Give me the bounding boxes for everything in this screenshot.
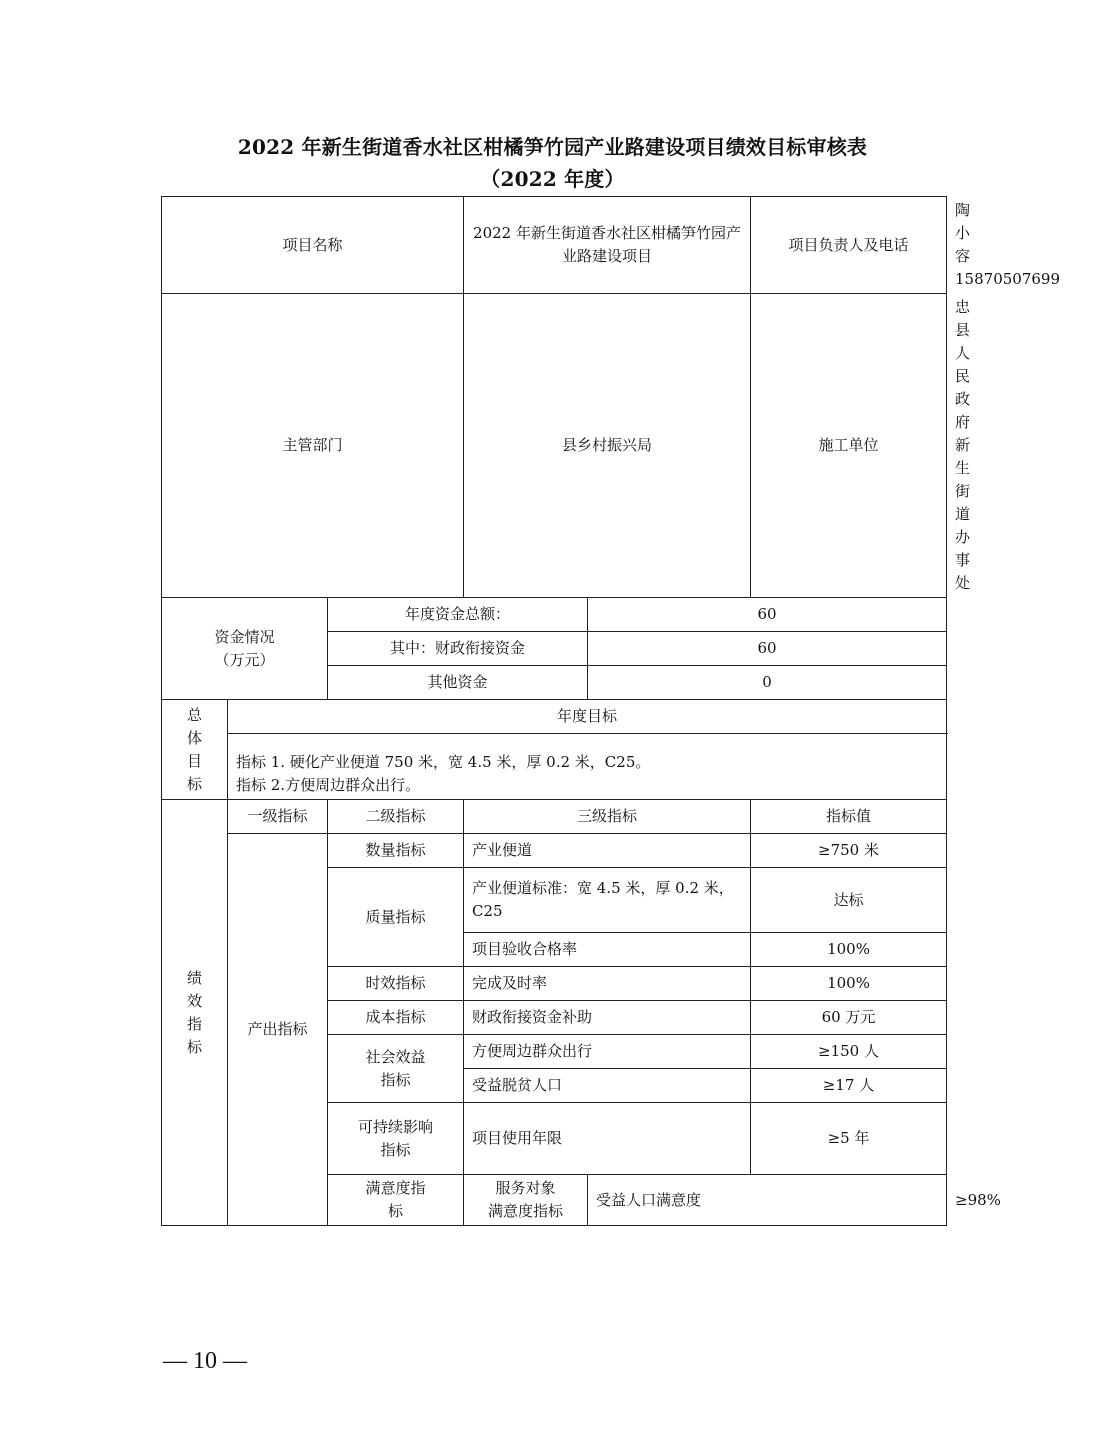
annual-goal-header: 年度目标: [228, 700, 947, 734]
social-value-2: ≥17 人: [751, 1069, 947, 1103]
social-item-1: 方便周边群众出行: [464, 1035, 751, 1069]
construction-unit-label: 施工单位: [751, 294, 947, 598]
performance-target-table: [161, 196, 1060, 1226]
project-name-row: 项目名称 2022 年新生街道香水社区柑橘笋竹园产业路建设项目 项目负责人及电话 陶小容 15870507699: [162, 197, 947, 294]
document-subtitle: （2022 年度）: [480, 167, 625, 191]
sustain-label-line1: 可持续影响: [357, 1117, 433, 1136]
annual-goal-text: [228, 734, 947, 800]
header-level3: 三级指标: [464, 800, 751, 834]
goal-line-2: 指标 2.方便周边群众出行。: [236, 775, 421, 794]
page-number: — 10 —: [163, 1348, 247, 1374]
timeliness-item: 完成及时率: [464, 967, 751, 1001]
quality-value-1: 达标: [751, 868, 947, 933]
overall-goal-label: [162, 700, 228, 800]
indicator-row: 满意度指 标 服务对象 满意度指标 受益人口满意度 ≥98%: [162, 1175, 947, 1226]
project-name-label: 项目名称: [162, 197, 464, 294]
goal-line-1: 指标 1. 硬化产业便道 750 米，宽 4.5 米，厚 0.2 米，C25。: [236, 752, 651, 771]
department-row: 主管部门 县乡村振兴局 施工单位 忠县人民政府新生街道办事处: [162, 294, 947, 598]
overall-goal-text-row: [162, 734, 947, 800]
sustain-value: ≥5 年: [751, 1103, 947, 1175]
indicator-header-row: [162, 800, 947, 834]
funds-total-value: 60: [588, 598, 947, 632]
funds-fiscal-label: 其中：财政衔接资金: [328, 632, 588, 666]
cost-indicator-label: 成本指标: [328, 1001, 464, 1035]
indicator-row: [162, 834, 947, 868]
satisfaction-level2-label: [464, 1175, 588, 1226]
quality-value-2: 100%: [751, 933, 947, 967]
project-name-value: 2022 年新生街道香水社区柑橘笋竹园产业路建设项目: [464, 197, 751, 294]
sustain-label-line2: 指标: [380, 1140, 411, 1159]
social-item-2: 受益脱贫人口: [464, 1069, 751, 1103]
header-level2: 二级指标: [328, 800, 464, 834]
social-indicator-label: [328, 1035, 464, 1103]
sustain-indicator-label: [328, 1103, 464, 1175]
sustain-item: 项目使用年限: [464, 1103, 751, 1175]
header-value: 指标值: [751, 800, 947, 834]
output-indicator-label: 产出指标: [228, 834, 328, 1226]
cost-value: 60 万元: [751, 1001, 947, 1035]
satisfaction-l2-line1: 服务对象: [495, 1179, 556, 1197]
performance-label-text: 绩效指标: [187, 968, 203, 1056]
quantity-item: 产业便道: [464, 834, 751, 868]
performance-label: [162, 800, 228, 1226]
header-level1: 一级指标: [228, 800, 328, 834]
department-value: 县乡村振兴局: [464, 294, 751, 598]
department-label: 主管部门: [162, 294, 464, 598]
funds-total-label: 年度资金总额：: [328, 598, 588, 632]
social-label-line2: 指标: [380, 1070, 411, 1089]
satisfaction-l1-line2: 标: [387, 1202, 403, 1220]
funds-row: [162, 598, 947, 632]
funds-label-line2: （万元）: [214, 650, 275, 669]
satisfaction-level1-label: [328, 1175, 464, 1226]
social-value-1: ≥150 人: [751, 1035, 947, 1069]
satisfaction-item: 受益人口满意度: [588, 1175, 947, 1226]
funds-fiscal-value: 60: [588, 632, 947, 666]
overall-goal-header-row: [162, 700, 947, 734]
quantity-indicator-label: 数量指标: [328, 834, 464, 868]
document-title: 2022 年新生街道香水社区柑橘笋竹园产业路建设项目绩效目标审核表: [237, 135, 868, 159]
funds-label: [162, 598, 328, 700]
satisfaction-l1-line1: 满意度指: [365, 1179, 426, 1197]
quality-item-2: 项目验收合格率: [464, 933, 751, 967]
overall-goal-label-text: 总体目标: [187, 705, 203, 793]
funds-label-line1: 资金情况: [214, 627, 275, 646]
satisfaction-l2-line2: 满意度指标: [487, 1202, 563, 1220]
project-leader-label: 项目负责人及电话: [751, 197, 947, 294]
quality-item-1: 产业便道标准：宽 4.5 米，厚 0.2 米，C25: [464, 868, 751, 933]
quality-indicator-label: 质量指标: [328, 868, 464, 967]
social-label-line1: 社会效益: [365, 1047, 426, 1066]
cost-item: 财政衔接资金补助: [464, 1001, 751, 1035]
funds-other-value: 0: [588, 666, 947, 700]
funds-other-label: 其他资金: [328, 666, 588, 700]
quantity-value: ≥750 米: [751, 834, 947, 868]
timeliness-indicator-label: 时效指标: [328, 967, 464, 1001]
timeliness-value: 100%: [751, 967, 947, 1001]
